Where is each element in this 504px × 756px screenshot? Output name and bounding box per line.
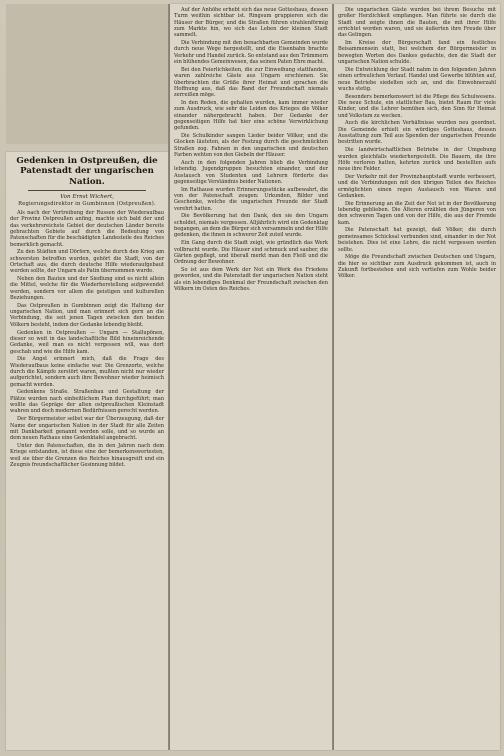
article-headline: Gedenken in Ostpreußen, die Patenstadt der ungarischen Nation.	[16, 156, 158, 187]
paragraph: Ein Gang durch die Stadt zeigt, wie gründlich das Werk vollbracht wurde. Die Häuser sind schmuck und sauber, die Gärten gepflegt, und überall merkt man den Fleiß und die Ordnung der Bewohner.	[174, 240, 328, 266]
paragraph: Als nach der Vertreibung der Russen der Wiederaufbau der Provinz Ostpreußen anfing, machte sich bald der und das verkehrsreichste Gebiet der deutschen Länder bereits gebrachten Gebiete auf durch die Bedeutung von Patenschaften für die beschädigten Landesteile des Reiches bemerklich gemacht.	[10, 209, 164, 248]
paragraph: Auch die kirchlichen Verhältnisse wurden neu geordnet. Die Gemeinde erhielt ein würdiges Gotteshaus, dessen Ausstattung zum Teil aus Spenden der ungarischen Freunde bestritten wurde.	[338, 120, 496, 146]
column-text-right	[334, 4, 500, 280]
article-column-middle	[170, 4, 332, 750]
headline-rule	[28, 190, 146, 191]
column-text-left	[6, 210, 168, 469]
paragraph: Die ungarischen Gäste wurden bei ihrem Besuche mit großer Herzlichkeit empfangen. Man führte sie durch die Stadt und zeigte ihnen die Bauten, die mit ihrer Hilfe errichtet worden waren, und sie äußerten ihre Freude über das Gelingen.	[338, 7, 496, 39]
paragraph: Unter den Patenschaften, die in den Jahren nach dem Kriege entstanden, ist diese eine der bemerkenswertesten, weil sie über die Grenzen des Reiches hinausgreift und ein Zeugnis freundschaftlicher Gesinnung bildet.	[10, 442, 164, 468]
paragraph: Im Kreise der Bürgerschaft fand ein festliches Beisammensein statt, bei welchem der Bürgermeister in bewegten Worten des Dankes gedachte, den die Stadt der ungarischen Nation schulde.	[338, 40, 496, 66]
paragraph: Besonders bemerkenswert ist die Pflege des Schulwesens. Die neue Schule, ein stattlicher Bau, bietet Raum für viele Kinder, und die Lehrer bemühen sich, den Sinn für Heimat und Volkstum zu wecken.	[338, 93, 496, 119]
paragraph: Bei den Feierlichkeiten, die zur Einweihung stattfanden, waren zahlreiche Gäste aus Ungarn erschienen. Sie überbrachten die Grüße ihrer Heimat und sprachen die Hoffnung aus, daß das Band der Freundschaft niemals zerreißen möge.	[174, 66, 328, 99]
blank-clipping-margin	[6, 4, 168, 144]
article-dateline: Regierungsdirektor in Gumbinnen (Ostpreußen).	[18, 201, 156, 208]
paragraph: Das Ostpreußen in Gumbinnen zeigt die Haltung der ungarischen Nation, und man erinnert sich gern an die Verbindung, die seit jenen Tagen zwischen den beiden Völkern besteht, indem der Gedanke lebendig bleibt.	[10, 302, 164, 328]
paragraph: Möge die Freundschaft zwischen Deutschen und Ungarn, die hier so sichtbar zum Ausdruck gekommen ist, auch in Zukunft fortbestehen und sich vertiefen zum Wohle beider Völker.	[338, 254, 496, 280]
paragraph: Die Angst erinnert mich, daß die Frage des Wiederaufbaus keine einfache war. Die Grenzorte, welche durch die Kämpfe zerstört waren, mußten nicht nur wieder aufgerichtet, sondern auch ihre Bewohner wieder heimisch gemacht werden.	[10, 356, 164, 388]
paragraph: Der Verkehr mit der Provinzhauptstadt wurde verbessert, und die Verbindungen mit den übrigen Teilen des Reiches ermöglichten einen regen Austausch von Waren und Gedanken.	[338, 173, 496, 199]
paragraph: Die Verbindung mit den benachbarten Gemeinden wurde durch neue Wege hergestellt, und die Eisenbahn brachte Verkehr und Handel zurück. So entstand aus den Trümmern ein blühendes Gemeinwesen, das seinen Paten Ehre macht.	[174, 40, 328, 66]
paragraph: Die Bevölkerung hat den Dank, den sie den Ungarn schuldet, niemals vergessen. Alljährlich wird ein Gedenktag begangen, an dem die Bürger sich versammeln und der Hilfe gedenken, die ihnen in schwerer Zeit zuteil wurde.	[174, 213, 329, 239]
paragraph: Die landwirtschaftlichen Betriebe in der Umgebung wurden gleichfalls wiederhergestellt. Die Bauern, die ihre Höfe verloren hatten, kehrten zurück und bestellten aufs neue ihre Felder.	[338, 147, 496, 173]
paragraph: Zu den Städten und Dörfern, welche durch den Krieg am schwersten betroffen wurden, gehört die Stadt, von der Ortschaft aus, die durch deutsche Hilfe wiederaufgebaut werden sollte, der Ungarn als Patin übernommen wurde.	[10, 249, 164, 275]
paragraph: Im Rathause wurden Erinnerungsstücke aufbewahrt, die von der Patenschaft zeugen: Urkunden, Bilder und Geschenke, welche die ungarischen Freunde der Stadt verehrt hatten.	[174, 186, 328, 212]
paragraph: Gedenken in Ostpreußen — Ungarn — Stallupönen, dieser so weit in das landschaftliche Bild hineinreichende Gedanke, weil man es nicht vergessen will, was dort geschah und wie die Hilfe kam.	[10, 329, 164, 355]
paragraph: Der Bürgermeister selbst war der Überzeugung, daß der Name der ungarischen Nation in der Stadt für alle Zeiten mit Dankbarkeit genannt werden solle, und so wurde an dem neuen Rathaus eine Gedenktafel angebracht.	[10, 416, 164, 442]
paragraph: Gedenkens Straße. Straßenbau und Gestaltung der Plätze wurden nach einheitlichem Plan durchgeführt; man wollte das Gepräge der alten ostpreußischen Kleinstadt wahren und doch modernen Bedürfnissen gerecht werden.	[10, 389, 164, 415]
paragraph: Die Schulkinder sangen Lieder beider Völker, und die Glocken läuteten, als der Festzug durch die geschmückten Straßen zog. Fahnen in den ungarischen und deutschen Farben wehten von den Giebeln der Häuser.	[174, 133, 328, 159]
paragraph: Auf der Anhöhe erhebt sich das neue Gotteshaus, dessen Turm weithin sichtbar ist. Ringsum gruppieren sich die Häuser der Bürger, und die Straßen führen strahlenförmig zum Markte hin, wo sich das Leben der kleinen Stadt sammelt.	[174, 7, 328, 39]
article-column-right	[334, 4, 500, 750]
paragraph: In den Reden, die gehalten wurden, kam immer wieder zum Ausdruck, wie sehr die Leiden des Krieges die Völker einander nähergebracht haben. Der Gedanke der gegenseitigen Hilfe hat hier eine schöne Verwirklichung gefunden.	[174, 99, 328, 132]
paragraph: So ist aus dem Werk der Not ein Werk des Friedens geworden, und die Patenstadt der ungarischen Nation steht als ein lebendiges Denkmal der Freundschaft zwischen den Völkern im Osten des Reiches.	[174, 266, 328, 292]
paragraph: Neben den Bauten und der Siedlung sind es nicht allein die Mittel, welche für die Wiederherstellung aufgewendet werden, sondern vor allem die geistigen und kulturellen Beziehungen.	[10, 276, 164, 302]
column-text-middle	[170, 4, 332, 292]
paragraph: Auch in den folgenden Jahren blieb die Verbindung lebendig. Jugendgruppen besuchten einander, und der Austausch von Studenten und Lehrern förderte das gegenseitige Verständnis beider Nationen.	[174, 159, 328, 185]
paragraph: Die Erinnerung an die Zeit der Not ist in der Bevölkerung lebendig geblieben. Die Älteren erzählen den Jüngeren von den schweren Tagen und von der Hilfe, die aus der Fremde kam.	[338, 200, 496, 226]
paragraph: Die Entwicklung der Stadt nahm in den folgenden Jahren einen erfreulichen Verlauf. Handel und Gewerbe blühten auf, neue Betriebe siedelten sich an, und die Einwohnerzahl wuchs stetig.	[338, 66, 496, 92]
article-byline: Von Ernst Wichert,	[60, 194, 114, 201]
paragraph: Die Patenschaft hat gezeigt, daß Völker, die durch gemeinsames Schicksal verbunden sind, einander in der Not beistehen. Dies ist eine Lehre, die nicht vergessen werden sollte.	[338, 227, 496, 253]
article-column-left	[6, 152, 168, 750]
